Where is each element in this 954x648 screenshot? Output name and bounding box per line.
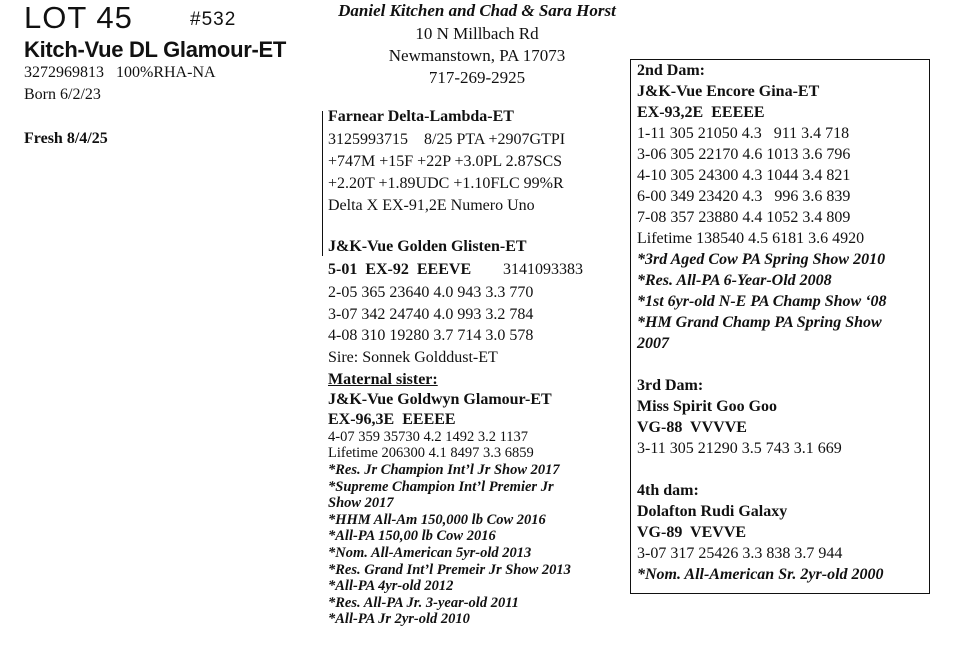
sire-line: 3125993715 8/25 PTA +2907GTPI	[328, 131, 566, 148]
maternal-sister-award: *All-PA 4yr-old 2012	[328, 578, 454, 594]
maternal-sister-heading: Maternal sister:	[328, 371, 438, 388]
sire-line: Delta X EX-91,2E Numero Uno	[328, 197, 535, 214]
second-dam-award: *1st 6yr-old N-E PA Champ Show ‘08	[637, 293, 887, 310]
third-dam-heading: 3rd Dam:	[637, 377, 704, 394]
second-dam-record: 6-00 349 23420 4.3 996 3.6 839	[637, 188, 851, 205]
dam-name: J&K-Vue Golden Glisten-ET	[328, 238, 527, 255]
dam-record: 3-07 342 24740 4.0 993 3.2 784	[328, 306, 534, 323]
maternal-sister-record: Lifetime 206300 4.1 8497 3.3 6859	[328, 445, 534, 461]
lot-title: LOT 45	[24, 0, 133, 35]
sire-name: Farnear Delta-Lambda-ET	[328, 108, 514, 125]
consignor-phone: 717-269-2925	[428, 68, 526, 87]
maternal-sister-award: *Res. All-PA Jr. 3-year-old 2011	[328, 595, 519, 611]
sire-line: +747M +15F +22P +3.0PL 2.87SCS	[328, 153, 563, 170]
animal-registration: 3272969813 100%RHA-NA	[24, 64, 216, 81]
sire-line: +2.20T +1.89UDC +1.10FLC 99%R	[328, 175, 564, 192]
dam-record: 4-08 310 19280 3.7 714 3.0 578	[328, 327, 534, 344]
second-dam-award: *HM Grand Champ PA Spring Show	[637, 314, 882, 331]
maternal-sister-record: 4-07 359 35730 4.2 1492 3.2 1137	[328, 429, 529, 445]
dam-registration: 3141093383	[503, 261, 583, 278]
second-dam-award: *Res. All-PA 6-Year-Old 2008	[637, 272, 832, 289]
second-dam-name: J&K-Vue Encore Gina-ET	[637, 83, 820, 100]
maternal-sister-award: *All-PA 150,00 lb Cow 2016	[328, 528, 496, 544]
lot-number: #532	[190, 9, 237, 30]
third-dam-classification: VG-88 VVVVE	[637, 419, 747, 436]
second-dam-record: 1-11 305 21050 4.3 911 3.4 718	[637, 125, 850, 142]
fourth-dam-record: 3-07 317 25426 3.3 838 3.7 944	[637, 545, 843, 562]
maternal-sister-award: *HHM All-Am 150,000 lb Cow 2016	[328, 512, 546, 528]
maternal-sister-award: *Nom. All-American 5yr-old 2013	[328, 545, 532, 561]
second-dam-classification: EX-93,2E EEEEE	[637, 104, 765, 121]
pedigree-bracket	[322, 111, 323, 256]
second-dam-lifetime: Lifetime 138540 4.5 6181 3.6 4920	[637, 230, 865, 247]
dam-sire: Sire: Sonnek Golddust-ET	[328, 349, 498, 366]
second-dam-award: *3rd Aged Cow PA Spring Show 2010	[637, 251, 886, 268]
maternal-sister-award: *Res. Grand Int’l Premeir Jr Show 2013	[328, 562, 571, 578]
fresh-date: Fresh 8/4/25	[24, 130, 108, 147]
second-dam-award: 2007	[637, 335, 669, 352]
fourth-dam-classification: VG-89 VEVVE	[637, 524, 747, 541]
second-dam-heading: 2nd Dam:	[637, 62, 706, 79]
consignor-name: Daniel Kitchen and Chad & Sara Horst	[338, 1, 616, 20]
maternal-sister-award: *All-PA Jr 2yr-old 2010	[328, 611, 470, 627]
maternal-sister-award: Show 2017	[328, 495, 394, 511]
consignor-city: Newmanstown, PA 17073	[388, 46, 566, 65]
dam-classification: 5-01 EX-92 EEEVE	[328, 261, 472, 278]
second-dam-record: 7-08 357 23880 4.4 1052 3.4 809	[637, 209, 851, 226]
maternal-sister-award: *Supreme Champion Int’l Premier Jr	[328, 479, 554, 495]
fourth-dam-award: *Nom. All-American Sr. 2yr-old 2000	[637, 566, 884, 583]
maternal-sister-award: *Res. Jr Champion Int’l Jr Show 2017	[328, 462, 560, 478]
dam-record: 2-05 365 23640 4.0 943 3.3 770	[328, 284, 534, 301]
fourth-dam-heading: 4th dam:	[637, 482, 699, 499]
third-dam-record: 3-11 305 21290 3.5 743 3.1 669	[637, 440, 842, 457]
animal-name: Kitch-Vue DL Glamour-ET	[24, 37, 287, 62]
consignor-address: 10 N Millbach Rd	[415, 24, 539, 43]
maternal-sister-classification: EX-96,3E EEEEE	[328, 411, 456, 428]
animal-birth-date: Born 6/2/23	[24, 86, 101, 103]
second-dam-record: 3-06 305 22170 4.6 1013 3.6 796	[637, 146, 851, 163]
third-dam-name: Miss Spirit Goo Goo	[637, 398, 778, 415]
second-dam-record: 4-10 305 24300 4.3 1044 3.4 821	[637, 167, 851, 184]
fourth-dam-name: Dolafton Rudi Galaxy	[637, 503, 788, 520]
maternal-sister-name: J&K-Vue Goldwyn Glamour-ET	[328, 391, 552, 408]
